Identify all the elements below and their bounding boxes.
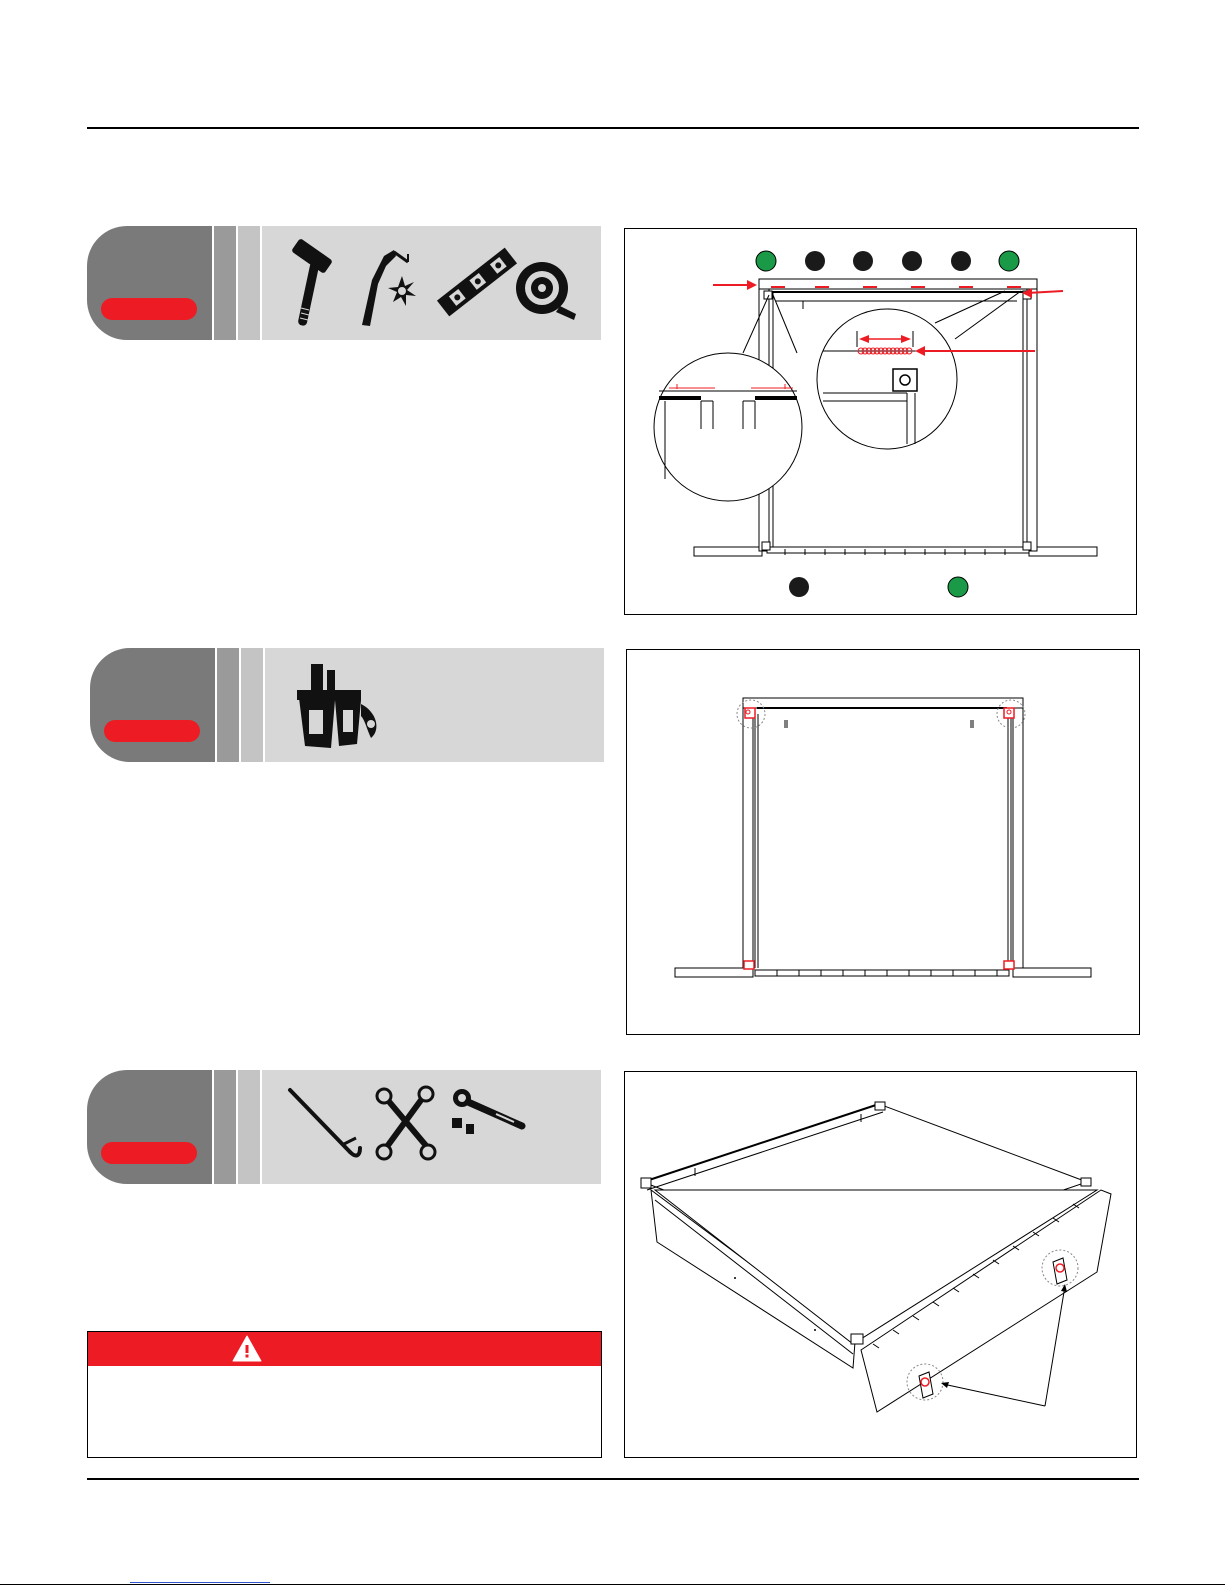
- warning-box: [87, 1331, 602, 1458]
- sledge-hammer-icon: [282, 236, 342, 331]
- step-1-diagram: [624, 228, 1137, 615]
- welding-torch-icon: [350, 240, 420, 330]
- step-1-header: [87, 226, 601, 340]
- header-rule: [87, 127, 1139, 129]
- level-icon: [432, 242, 522, 322]
- step-1-tools-panel: [262, 226, 601, 340]
- wrench-set-icon: [372, 1084, 442, 1164]
- warning-header: [88, 1332, 601, 1366]
- step-2-header: [90, 648, 604, 762]
- step-3-tools-panel: [262, 1070, 601, 1184]
- step-2-diagram: [626, 649, 1140, 1035]
- step-2-badge: [104, 720, 200, 742]
- tool-belt-icon: [291, 660, 381, 750]
- warning-triangle-icon: [232, 1335, 262, 1363]
- footer-link-underline[interactable]: [130, 1582, 270, 1583]
- tape-measure-icon: [512, 256, 582, 321]
- step-1-badge: [101, 298, 197, 320]
- footer-rule: [87, 1478, 1139, 1480]
- step-3-badge: [101, 1142, 197, 1164]
- pry-bar-icon: [284, 1086, 364, 1166]
- step-3-tab: [87, 1070, 212, 1184]
- step-2-tab: [90, 648, 215, 762]
- ratchet-socket-icon: [448, 1084, 528, 1144]
- step-1-tab: [87, 226, 212, 340]
- step-3-header: [87, 1070, 601, 1184]
- step-2-tools-panel: [265, 648, 604, 762]
- step-3-diagram: [624, 1071, 1137, 1458]
